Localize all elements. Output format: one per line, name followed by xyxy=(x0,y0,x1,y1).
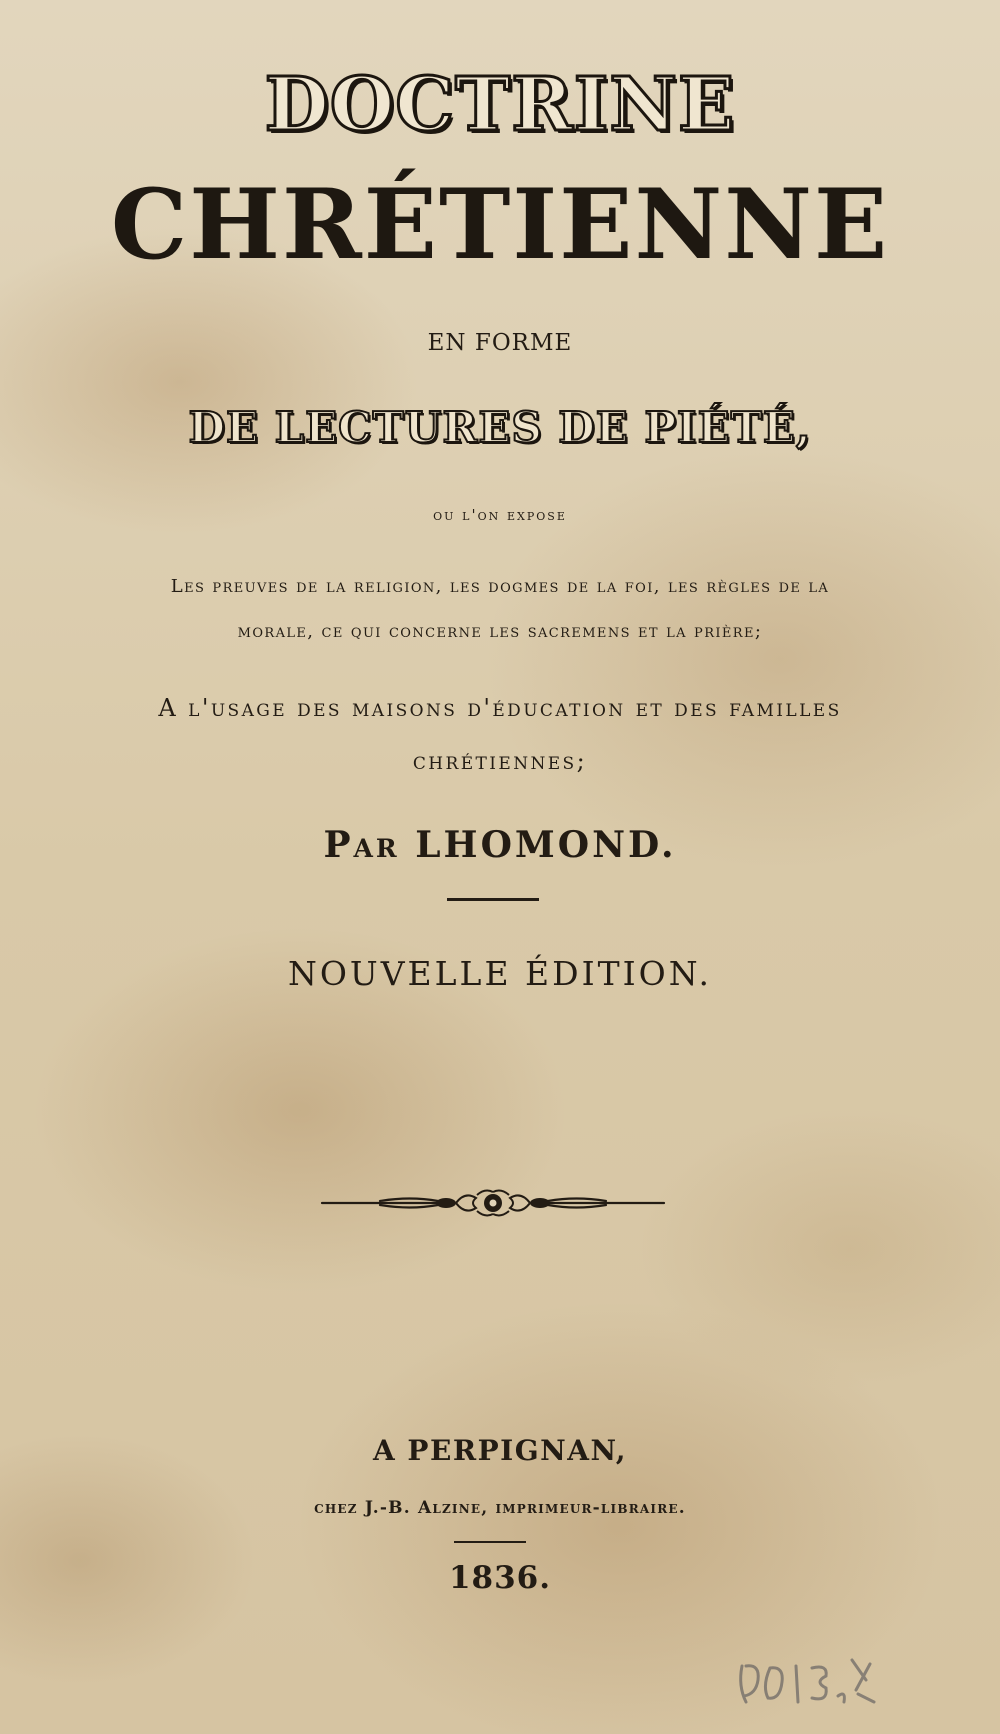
separator-rule xyxy=(447,898,539,901)
title-line-doctrine: DOCTRINE xyxy=(264,62,736,148)
usage-line-1: A l'usage des maisons d'éducation et des familles xyxy=(158,694,842,722)
fleuron-ornament-icon xyxy=(320,1186,666,1220)
subtitle-en-forme: EN FORME xyxy=(427,330,573,356)
author-line: Par LHOMOND. xyxy=(323,824,677,866)
imprint-printer: chez J.-B. Alzine, imprimeur-libraire. xyxy=(314,1498,686,1518)
contents-line-2: morale, ce qui concerne les sacremens et la prière; xyxy=(237,621,763,642)
subtitle-lectures-de-piete: DE LECTURES DE PIÉTÉ, xyxy=(188,403,812,452)
imprint-year: 1836. xyxy=(448,1560,552,1596)
subtitle-ou-lon-expose: ou l'on expose xyxy=(433,506,567,524)
library-stamp-icon xyxy=(734,1646,884,1716)
edition-line: NOUVELLE ÉDITION. xyxy=(287,954,712,993)
contents-line-1: Les preuves de la religion, les dogmes de la foi, les règles de la xyxy=(170,576,830,597)
title-line-chretienne: CHRÉTIENNE xyxy=(110,168,890,281)
imprint-rule xyxy=(454,1541,526,1543)
usage-line-2: chrétiennes; xyxy=(412,747,588,775)
imprint-place: A PERPIGNAN, xyxy=(372,1434,628,1467)
